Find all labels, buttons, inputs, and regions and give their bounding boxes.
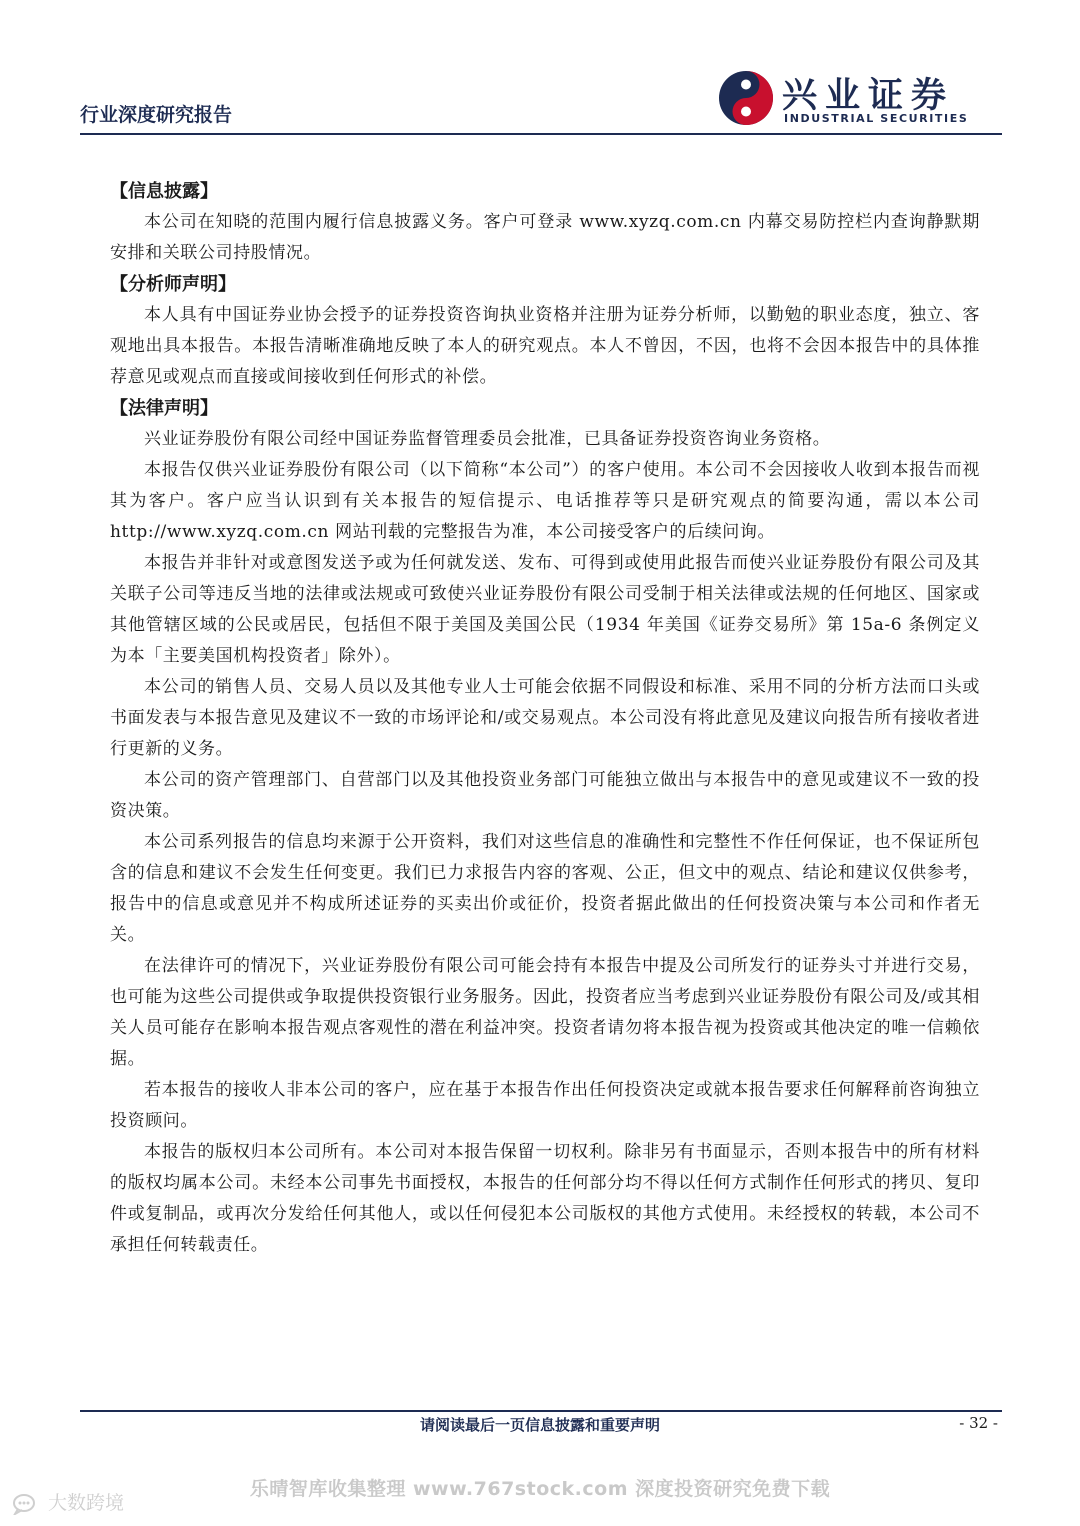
paragraph: 本公司系列报告的信息均来源于公开资料，我们对这些信息的准确性和完整性不作任何保证，也不保证所包含的信息和建议不会发生任何变更。我们已力求报告内容的客观、公正，但文中的观点、结论和建议仅供参考，报告中的信息或意见并不构成所述证券的买卖出价或征价，投资者据此做出的任何投资决策与本公司和作者无关。	[110, 832, 980, 945]
chat-bubble-icon	[12, 1493, 38, 1515]
logo-cn-text: 兴业证券	[782, 76, 955, 116]
section-title-legal-statement: 【法律声明】	[110, 398, 218, 419]
paragraph: 本公司的资产管理部门、自营部门以及其他投资业务部门可能独立做出与本报告中的意见或建议不一致的投资决策。	[110, 770, 980, 821]
paragraph: 本人具有中国证券业协会授予的证券投资咨询执业资格并注册为证券分析师，以勤勉的职业态度，独立、客观地出具本报告。本报告清晰准确地反映了本人的研究观点。本人不曾因，不因，也将不会因本报告中的具体推荐意见或观点而直接或间接收到任何形式的补偿。	[110, 305, 980, 387]
paragraph: 兴业证券股份有限公司经中国证券监督管理委员会批准，已具备证券投资咨询业务资格。	[144, 429, 831, 449]
watermark-text: 乐晴智库收集整理 www.767stock.com 深度投资研究免费下载	[249, 1478, 831, 1500]
header-divider	[80, 133, 1002, 135]
footer-note: 请阅读最后一页信息披露和重要声明	[419, 1416, 660, 1434]
report-type-label: 行业深度研究报告	[80, 104, 233, 126]
page-number: - 32 -	[959, 1414, 998, 1432]
paragraph: 本报告并非针对或意图发送予或为任何就发送、发布、可得到或使用此报告而使兴业证券股份有限公司及其关联子公司等违反当地的法律或法规或可致使兴业证券股份有限公司受制于相关法律或法规的任何地区、国家或其他管辖区域的公民或居民，包括但不限于美国及美国公民（1934 年美国《证券交易所》第 15a-6 条例定义为本「主要美国机构投资者」除外）。	[110, 553, 980, 666]
paragraph: 本公司的销售人员、交易人员以及其他专业人士可能会依据不同假设和标准、采用不同的分析方法而口头或书面发表与本报告意见及建议不一致的市场评论和/或交易观点。本公司没有将此意见及建议向报告所有接收者进行更新的义务。	[110, 677, 980, 759]
paragraph: 在法律许可的情况下，兴业证券股份有限公司可能会持有本报告中提及公司所发行的证券头寸并进行交易，也可能为这些公司提供或争取提供投资银行业务服务。因此，投资者应当考虑到兴业证券股份有限公司及/或其相关人员可能存在影响本报告观点客观性的潜在利益冲突。投资者请勿将本报告视为投资或其他决定的唯一信赖依据。	[110, 956, 980, 1069]
corner-watermark-text: 大数跨境	[48, 1492, 125, 1514]
swirl-logo-icon	[716, 68, 776, 128]
section-title-analyst-statement: 【分析师声明】	[110, 274, 236, 295]
section-title-info-disclosure: 【信息披露】	[110, 181, 218, 202]
paragraph: 本报告仅供兴业证券股份有限公司（以下简称“本公司”）的客户使用。本公司不会因接收人收到本报告而视其为客户。客户应当认识到有关本报告的短信提示、电话推荐等只是研究观点的简要沟通，需以本公司 http://www.xyzq.com.cn 网站刊载的完整报告为准，本公司接受客户的后续问询。	[110, 460, 980, 542]
paragraph: 本报告的版权归本公司所有。本公司对本报告保留一切权利。除非另有书面显示，否则本报告中的所有材料的版权均属本公司。未经本公司事先书面授权，本报告的任何部分均不得以任何方式制作任何形式的拷贝、复印件或复制品，或再次分发给任何其他人，或以任何侵犯本公司版权的其他方式使用。未经授权的转载，本公司不承担任何转载责任。	[110, 1142, 980, 1255]
company-logo	[716, 66, 1006, 130]
corner-watermark	[12, 1488, 124, 1515]
paragraph: 若本报告的接收人非本公司的客户，应在基于本报告作出任何投资决定或就本报告要求任何解释前咨询独立投资顾问。	[110, 1080, 980, 1131]
disclosure-content	[110, 176, 980, 1261]
footer-divider	[80, 1410, 1002, 1412]
paragraph: 本公司在知晓的范围内履行信息披露义务。客户可登录 www.xyzq.com.cn 内幕交易防控栏内查询静默期安排和关联公司持股情况。	[110, 212, 980, 263]
logo-en-text: INDUSTRIAL SECURITIES	[784, 112, 969, 125]
